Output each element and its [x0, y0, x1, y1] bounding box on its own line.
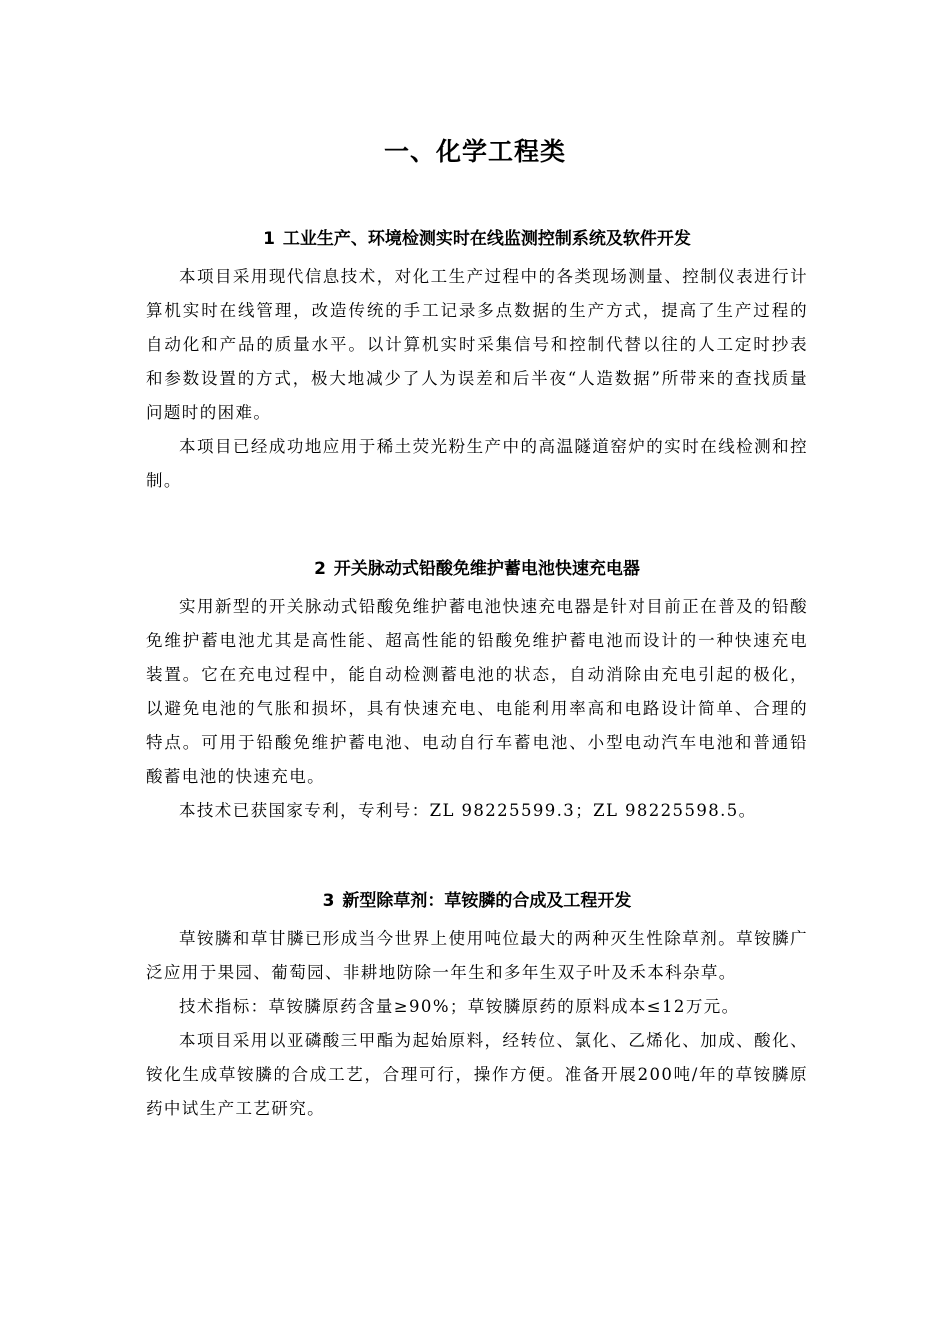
- chapter-title: 一、化学工程类: [383, 137, 566, 166]
- section-heading: [146, 888, 808, 914]
- section-heading: [146, 226, 808, 252]
- section-number: 3: [322, 891, 335, 911]
- paragraph: 草铵膦和草甘膦已形成当今世界上使用吨位最大的两种灭生性除草剂。草铵膦广泛应用于果园、葡萄园、非耕地防除一年生和多年生双子叶及禾本科杂草。: [146, 929, 808, 982]
- section-heading: [146, 556, 808, 582]
- section-number: 1: [263, 229, 275, 249]
- section-3: [146, 888, 808, 1126]
- section-1: [146, 226, 808, 498]
- paragraph: 本项目采用现代信息技术，对化工生产过程中的各类现场测量、控制仪表进行计算机实时在线管理，改造传统的手工记录多点数据的生产方式，提高了生产过程的自动化和产品的质量水平。以计算机实时采集信号和控制代替以往的人工定时抄表和参数设置的方式，极大地减少了人为误差和后半夜“人造数据”所带来的查找质量问题时的困难。: [146, 267, 808, 422]
- paragraph: 实用新型的开关脉动式铅酸免维护蓄电池快速充电器是针对目前正在普及的铅酸免维护蓄电池尤其是高性能、超高性能的铅酸免维护蓄电池而设计的一种快速充电装置。它在充电过程中，能自动检测蓄电池的状态，自动消除由充电引起的极化，以避免电池的气胀和损坏，具有快速充电、电能利用率高和电路设计简单、合理的特点。可用于铅酸免维护蓄电池、电动自行车蓄电池、小型电动汽车电池和普通铅酸蓄电池的快速充电。: [146, 597, 808, 786]
- paragraph: 技术指标：草铵膦原药含量≥90%；草铵膦原药的原料成本≤12万元。: [179, 997, 740, 1016]
- section-title: 新型除草剂：草铵膦的合成及工程开发: [342, 891, 632, 911]
- paragraph: 本技术已获国家专利，专利号：ZL 98225599.3；ZL 98225598.5。: [179, 801, 757, 820]
- section-title: 开关脉动式铅酸免维护蓄电池快速充电器: [333, 559, 640, 579]
- section-2: [146, 556, 808, 828]
- section-number: 2: [314, 559, 326, 579]
- section-title: 工业生产、环境检测实时在线监测控制系统及软件开发: [282, 229, 691, 249]
- paragraph: 本项目已经成功地应用于稀土荧光粉生产中的高温隧道窑炉的实时在线检测和控制。: [146, 437, 808, 490]
- paragraph: 本项目采用以亚磷酸三甲酯为起始原料，经转位、氯化、乙烯化、加成、酸化、铵化生成草铵膦的合成工艺，合理可行，操作方便。准备开展200吨/年的草铵膦原药中试生产工艺研究。: [146, 1031, 808, 1118]
